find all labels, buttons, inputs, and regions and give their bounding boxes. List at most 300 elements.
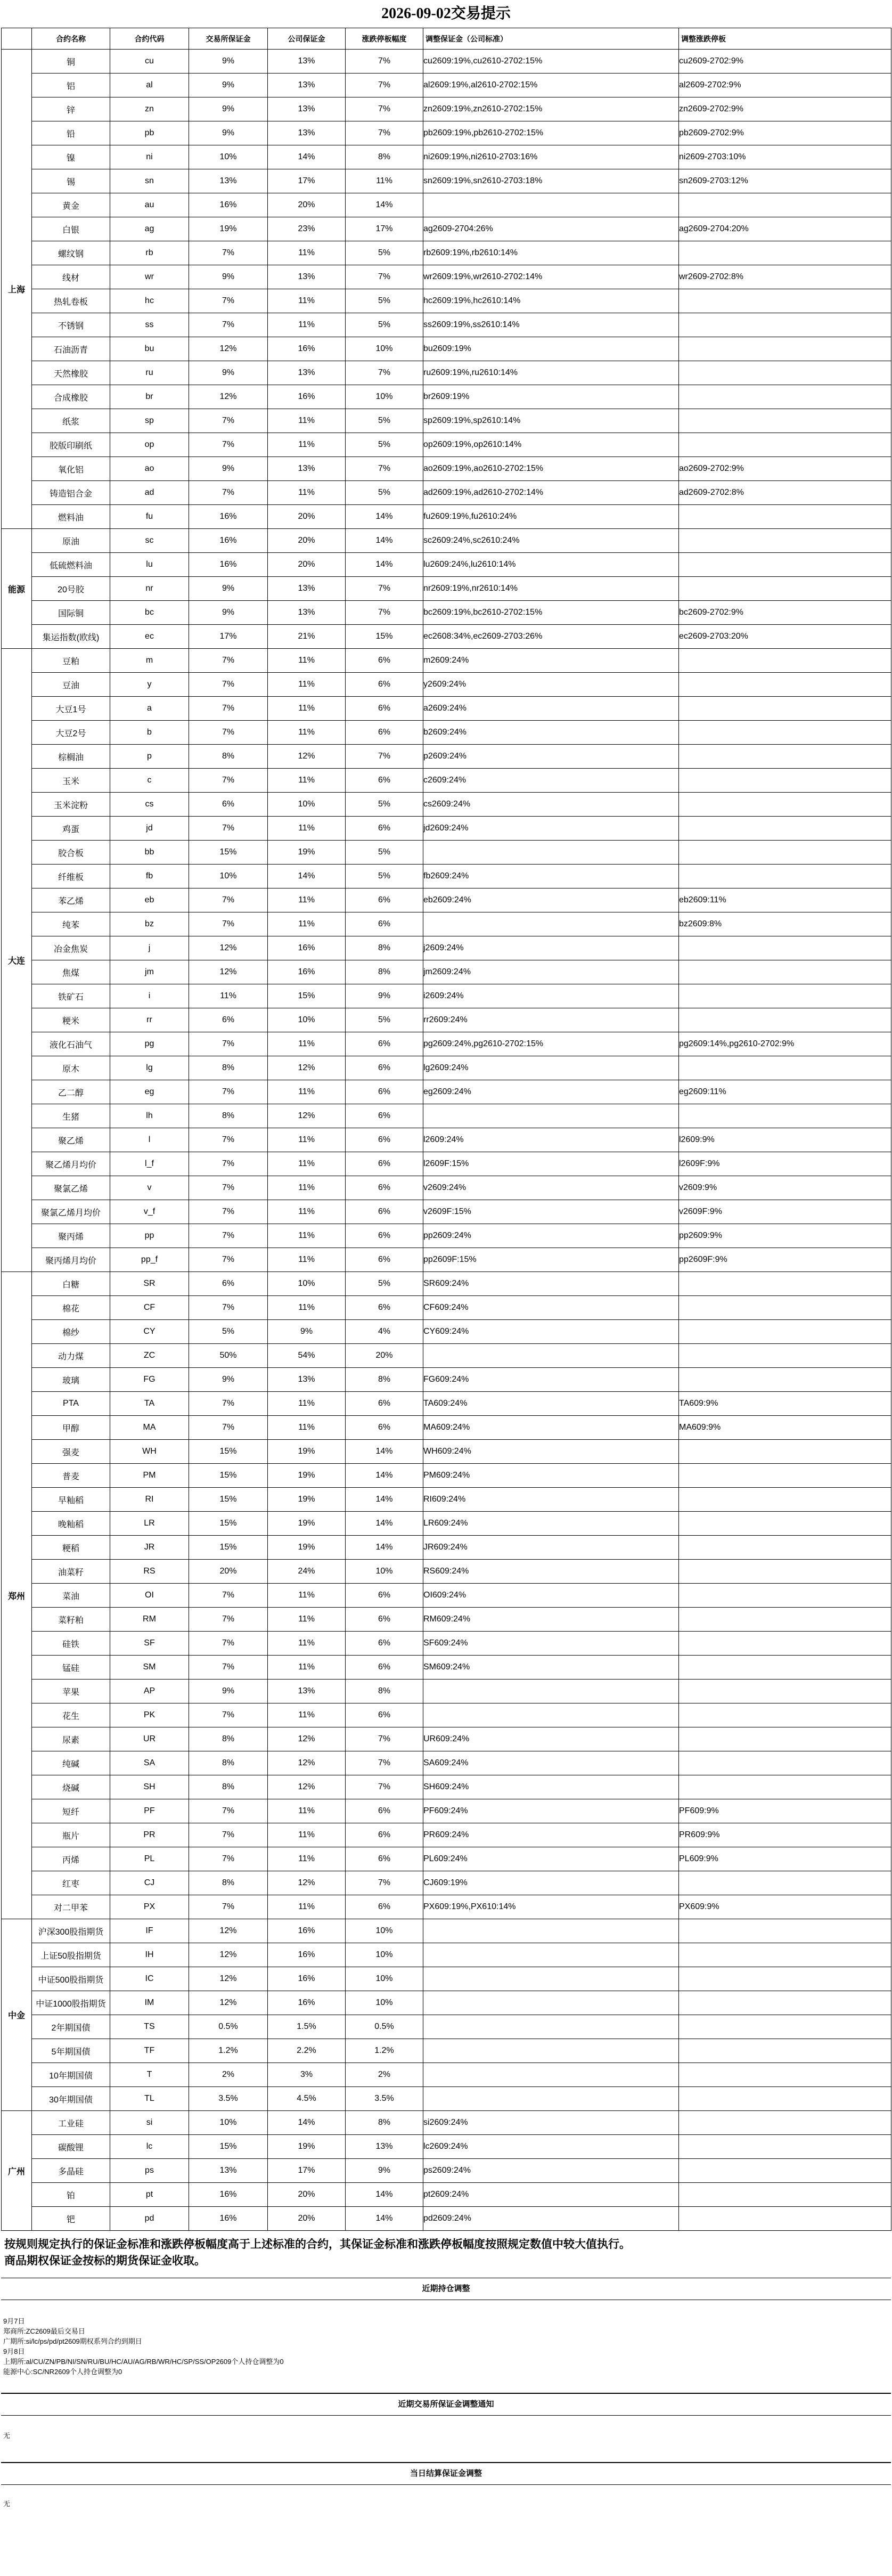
contract-name-cell: 焦煤 [32,960,110,984]
table-row [2,2039,891,2063]
company-margin-cell: 11% [268,1176,346,1200]
table-row [2,1751,891,1775]
company-margin-cell: 12% [268,1056,346,1080]
exchange-margin-cell: 5% [189,1320,268,1344]
price-limit-cell: 7% [346,361,423,385]
adjusted-limit-cell: TA609:9% [679,1392,891,1416]
exchange-margin-cell: 7% [189,673,268,697]
adjusted-margin-cell: PX609:19%,PX610:14% [423,1895,679,1919]
exchange-margin-cell: 7% [189,1080,268,1104]
contract-code-cell: bb [110,841,189,865]
adjusted-limit-cell: v2609F:9% [679,1200,891,1224]
adjusted-margin-cell: RS609:24% [423,1560,679,1584]
company-margin-cell: 16% [268,385,346,409]
adjusted-margin-cell [423,912,679,936]
exchange-margin-cell: 7% [189,1128,268,1152]
contract-code-cell: AP [110,1680,189,1703]
contract-code-cell: m [110,649,189,673]
adjusted-margin-cell: c2609:24% [423,769,679,793]
exchange-margin-cell: 7% [189,817,268,841]
table-row [2,145,891,169]
company-margin-cell: 17% [268,2159,346,2183]
adjusted-margin-cell: UR609:24% [423,1727,679,1751]
table-row [2,1895,891,1919]
contract-code-cell: l_f [110,1152,189,1176]
adjusted-margin-cell: ss2609:19%,ss2610:14% [423,313,679,337]
contract-code-cell: bc [110,601,189,625]
adjusted-margin-cell: SF609:24% [423,1632,679,1656]
adjusted-margin-cell: lg2609:24% [423,1056,679,1080]
adjusted-margin-cell [423,1943,679,1967]
table-row [2,769,891,793]
exchange-margin-cell: 7% [189,1200,268,1224]
adjusted-margin-cell: ec2608:34%,ec2609-2703:26% [423,625,679,649]
company-margin-cell: 16% [268,337,346,361]
contract-name-cell: 胶版印刷纸 [32,433,110,457]
contract-name-cell: 瓶片 [32,1823,110,1847]
contract-name-cell: 2年期国债 [32,2015,110,2039]
company-margin-cell: 11% [268,1224,346,1248]
contract-name-cell: 中证1000股指期货 [32,1991,110,2015]
adjusted-margin-cell: fu2609:19%,fu2610:24% [423,505,679,529]
adjusted-limit-cell: ao2609-2702:9% [679,457,891,481]
contract-code-cell: a [110,697,189,721]
adjusted-margin-cell [423,1703,679,1727]
contract-code-cell: SM [110,1656,189,1680]
company-margin-cell: 15% [268,984,346,1008]
adjusted-margin-cell: ps2609:24% [423,2159,679,2183]
contract-name-cell: 合成橡胶 [32,385,110,409]
header-adjusted-limit: 调整涨跌停板 [679,28,891,50]
price-limit-cell: 14% [346,1512,423,1536]
exchange-margin-cell: 6% [189,793,268,817]
price-limit-cell: 11% [346,169,423,193]
adjusted-limit-cell [679,1104,891,1128]
price-limit-cell: 5% [346,313,423,337]
adjusted-limit-cell [679,1056,891,1080]
price-limit-cell: 14% [346,553,423,577]
company-margin-cell: 13% [268,361,346,385]
table-row [2,169,891,193]
contract-name-cell: 普麦 [32,1464,110,1488]
contract-name-cell: 聚氯乙烯月均价 [32,1200,110,1224]
price-limit-cell: 7% [346,97,423,121]
exchange-margin-cell: 7% [189,1632,268,1656]
exchange-margin-cell: 7% [189,888,268,912]
price-limit-cell: 8% [346,960,423,984]
adjusted-margin-cell: pt2609:24% [423,2183,679,2207]
adjusted-limit-cell: bz2609:8% [679,912,891,936]
price-limit-cell: 7% [346,601,423,625]
table-row [2,1368,891,1392]
price-limit-cell: 6% [346,721,423,745]
exchange-margin-cell: 7% [189,289,268,313]
price-limit-cell: 13% [346,2135,423,2159]
price-limit-cell: 7% [346,265,423,289]
exchange-margin-cell: 11% [189,984,268,1008]
contract-code-cell: rr [110,1008,189,1032]
contract-name-cell: 原木 [32,1056,110,1080]
exchange-margin-cell: 10% [189,145,268,169]
table-row [2,553,891,577]
footnote-line: 商品期权保证金按标的期货保证金收取。 [4,2254,206,2267]
adjusted-margin-cell: rr2609:24% [423,1008,679,1032]
table-row [2,984,891,1008]
table-row [2,888,891,912]
price-limit-cell: 10% [346,1991,423,2015]
contract-code-cell: bz [110,912,189,936]
company-margin-cell: 19% [268,1488,346,1512]
exchange-margin-cell: 16% [189,2183,268,2207]
adjusted-limit-cell [679,1512,891,1536]
exchange-margin-cell: 7% [189,409,268,433]
adjusted-limit-cell [679,1751,891,1775]
contract-name-cell: 菜籽粕 [32,1608,110,1632]
price-limit-cell: 5% [346,289,423,313]
contract-code-cell: SR [110,1272,189,1296]
contract-name-cell: 黄金 [32,193,110,217]
table-row [2,2135,891,2159]
adjusted-limit-cell: PL609:9% [679,1847,891,1871]
adjusted-limit-cell [679,1272,891,1296]
section-body [1,2416,891,2463]
adjusted-margin-cell: wr2609:19%,wr2610-2702:14% [423,265,679,289]
adjusted-margin-cell: bc2609:19%,bc2610-2702:15% [423,601,679,625]
price-limit-cell: 7% [346,577,423,601]
price-limit-cell: 9% [346,984,423,1008]
adjusted-limit-cell [679,1871,891,1895]
exchange-margin-cell: 9% [189,265,268,289]
exchange-margin-cell: 12% [189,1967,268,1991]
price-limit-cell: 6% [346,1248,423,1272]
company-margin-cell: 1.5% [268,2015,346,2039]
exchange-margin-cell: 7% [189,1799,268,1823]
exchange-margin-cell: 7% [189,1584,268,1608]
price-limit-cell: 6% [346,1847,423,1871]
adjusted-margin-cell: fb2609:24% [423,865,679,888]
exchange-margin-cell: 8% [189,1056,268,1080]
company-margin-cell: 13% [268,121,346,145]
adjusted-limit-cell: cu2609-2702:9% [679,50,891,74]
table-row [2,1464,891,1488]
price-limit-cell: 6% [346,1799,423,1823]
price-limit-cell: 14% [346,2183,423,2207]
price-limit-cell: 14% [346,1488,423,1512]
company-margin-cell: 11% [268,697,346,721]
exchange-margin-cell: 9% [189,74,268,97]
price-limit-cell: 10% [346,1560,423,1584]
adjusted-margin-cell: l2609:24% [423,1128,679,1152]
adjusted-margin-cell: WH609:24% [423,1440,679,1464]
contract-name-cell: 5年期国债 [32,2039,110,2063]
contract-code-cell: jd [110,817,189,841]
exchange-margin-cell: 7% [189,241,268,265]
contract-name-cell: 强麦 [32,1440,110,1464]
adjusted-limit-cell [679,1008,891,1032]
company-margin-cell: 9% [268,1320,346,1344]
contract-name-cell: 大豆1号 [32,697,110,721]
contract-name-cell: 聚丙烯 [32,1224,110,1248]
contract-name-cell: 油菜籽 [32,1560,110,1584]
contract-code-cell: PF [110,1799,189,1823]
company-margin-cell: 20% [268,529,346,553]
price-limit-cell: 6% [346,1032,423,1056]
exchange-margin-cell: 8% [189,1775,268,1799]
contract-code-cell: ZC [110,1344,189,1368]
company-margin-cell: 4.5% [268,2087,346,2111]
table-row [2,1847,891,1871]
company-margin-cell: 19% [268,1464,346,1488]
company-margin-cell: 2.2% [268,2039,346,2063]
adjusted-margin-cell: i2609:24% [423,984,679,1008]
company-margin-cell: 19% [268,841,346,865]
exchange-margin-cell: 8% [189,1751,268,1775]
adjusted-margin-cell: ao2609:19%,ao2610-2702:15% [423,457,679,481]
exchange-margin-cell: 0.5% [189,2015,268,2039]
table-row [2,1056,891,1080]
company-margin-cell: 13% [268,50,346,74]
contract-name-cell: 低硫燃料油 [32,553,110,577]
price-limit-cell: 5% [346,1008,423,1032]
adjusted-limit-cell [679,1440,891,1464]
adjusted-limit-cell [679,697,891,721]
contract-code-cell: IM [110,1991,189,2015]
exchange-margin-cell: 15% [189,1464,268,1488]
exchange-margin-cell: 20% [189,1560,268,1584]
adjusted-limit-cell [679,2063,891,2087]
adjusted-limit-cell [679,1560,891,1584]
price-limit-cell: 6% [346,1608,423,1632]
adjusted-limit-cell [679,2015,891,2039]
adjusted-margin-cell: al2609:19%,al2610-2702:15% [423,74,679,97]
adjusted-limit-cell [679,409,891,433]
contract-name-cell: 尿素 [32,1727,110,1751]
adjusted-limit-cell [679,984,891,1008]
table-row [2,865,891,888]
contract-code-cell: pb [110,121,189,145]
contract-code-cell: j [110,936,189,960]
contract-name-cell: 原油 [32,529,110,553]
company-margin-cell: 19% [268,1440,346,1464]
adjusted-limit-cell [679,577,891,601]
contract-code-cell: hc [110,289,189,313]
adjusted-margin-cell [423,841,679,865]
table-row [2,241,891,265]
company-margin-cell: 11% [268,481,346,505]
table-row [2,1680,891,1703]
exchange-margin-cell: 19% [189,217,268,241]
exchange-margin-cell: 8% [189,745,268,769]
exchange-margin-cell: 8% [189,1727,268,1751]
price-limit-cell: 6% [346,888,423,912]
exchange-margin-cell: 16% [189,553,268,577]
contract-code-cell: v_f [110,1200,189,1224]
exchange-margin-cell: 12% [189,1991,268,2015]
contract-code-cell: op [110,433,189,457]
header-exchange-margin: 交易所保证金 [189,28,268,50]
section-line: 上期所:al/CU/ZN/PB/NI/SN/RU/BU/HC/AU/AG/RB/WR/HC/SP/SS/OP2609个人持仓调整为0 [3,2358,284,2366]
company-margin-cell: 12% [268,1751,346,1775]
contract-code-cell: fb [110,865,189,888]
adjusted-margin-cell [423,1344,679,1368]
header-exchange [2,28,32,50]
price-limit-cell: 6% [346,1895,423,1919]
table-row [2,1967,891,1991]
contract-code-cell: ss [110,313,189,337]
exchange-margin-cell: 16% [189,529,268,553]
company-margin-cell: 11% [268,649,346,673]
contract-code-cell: PM [110,1464,189,1488]
price-limit-cell: 6% [346,1632,423,1656]
contract-code-cell: RI [110,1488,189,1512]
contract-code-cell: RM [110,1608,189,1632]
company-margin-cell: 11% [268,1703,346,1727]
adjusted-margin-cell: PF609:24% [423,1799,679,1823]
contract-code-cell: fu [110,505,189,529]
exchange-margin-cell: 12% [189,385,268,409]
price-limit-cell: 9% [346,2159,423,2183]
contract-code-cell: eb [110,888,189,912]
exchange-name: 广州 [2,2111,32,2231]
contract-name-cell: 白银 [32,217,110,241]
company-margin-cell: 11% [268,433,346,457]
table-row [2,1727,891,1751]
section-line: 郑商所:ZC2609最后交易日 [3,2327,85,2335]
contract-name-cell: 菜油 [32,1584,110,1608]
contract-name-cell: 上证50股指期货 [32,1943,110,1967]
adjusted-limit-cell [679,793,891,817]
company-margin-cell: 16% [268,1943,346,1967]
table-row [2,74,891,97]
table-row [2,1536,891,1560]
company-margin-cell: 11% [268,1632,346,1656]
price-limit-cell: 6% [346,1584,423,1608]
contract-name-cell: 粳米 [32,1008,110,1032]
adjusted-margin-cell: sp2609:19%,sp2610:14% [423,409,679,433]
adjusted-limit-cell [679,721,891,745]
table-row [2,745,891,769]
exchange-margin-cell: 12% [189,1943,268,1967]
contract-code-cell: CY [110,1320,189,1344]
exchange-margin-cell: 15% [189,841,268,865]
company-margin-cell: 24% [268,1560,346,1584]
adjusted-margin-cell [423,2063,679,2087]
price-limit-cell: 17% [346,217,423,241]
price-limit-cell: 6% [346,1703,423,1727]
adjusted-limit-cell: ni2609-2703:10% [679,145,891,169]
adjusted-margin-cell: br2609:19% [423,385,679,409]
exchange-margin-cell: 7% [189,1392,268,1416]
price-limit-cell: 15% [346,625,423,649]
table-row [2,1416,891,1440]
company-margin-cell: 21% [268,625,346,649]
exchange-margin-cell: 1.2% [189,2039,268,2063]
contract-code-cell: SF [110,1632,189,1656]
adjusted-limit-cell [679,1703,891,1727]
contract-code-cell: jm [110,960,189,984]
price-limit-cell: 10% [346,1943,423,1967]
exchange-margin-cell: 7% [189,1608,268,1632]
table-row [2,625,891,649]
company-margin-cell: 12% [268,745,346,769]
adjusted-limit-cell [679,1919,891,1943]
adjusted-margin-cell: cs2609:24% [423,793,679,817]
adjusted-limit-cell [679,193,891,217]
adjusted-limit-cell [679,313,891,337]
adjusted-margin-cell: eg2609:24% [423,1080,679,1104]
adjusted-limit-cell: pp2609:9% [679,1224,891,1248]
exchange-name: 大连 [2,649,32,1272]
contract-code-cell: v [110,1176,189,1200]
contract-name-cell: 钯 [32,2207,110,2231]
exchange-margin-cell: 15% [189,1536,268,1560]
table-row [2,289,891,313]
contract-name-cell: 鸡蛋 [32,817,110,841]
adjusted-limit-cell: v2609:9% [679,1176,891,1200]
table-row [2,1560,891,1584]
adjusted-margin-cell: zn2609:19%,zn2610-2702:15% [423,97,679,121]
company-margin-cell: 11% [268,1584,346,1608]
contract-name-cell: 氧化铝 [32,457,110,481]
contract-code-cell: zn [110,97,189,121]
table-row [2,1656,891,1680]
margin-table [1,28,891,2231]
exchange-margin-cell: 9% [189,121,268,145]
adjusted-margin-cell: rb2609:19%,rb2610:14% [423,241,679,265]
company-margin-cell: 11% [268,1128,346,1152]
adjusted-margin-cell: CJ609:19% [423,1871,679,1895]
contract-name-cell: 棉纱 [32,1320,110,1344]
table-row [2,433,891,457]
adjusted-margin-cell: SH609:24% [423,1775,679,1799]
company-margin-cell: 20% [268,193,346,217]
header-price-limit: 涨跌停板幅度 [346,28,423,50]
contract-code-cell: ru [110,361,189,385]
adjusted-margin-cell: PR609:24% [423,1823,679,1847]
table-row [2,2207,891,2231]
contract-name-cell: 纤维板 [32,865,110,888]
contract-name-cell: 对二甲苯 [32,1895,110,1919]
adjusted-limit-cell [679,1368,891,1392]
contract-name-cell: 硅铁 [32,1632,110,1656]
company-margin-cell: 10% [268,1008,346,1032]
contract-name-cell: 玉米 [32,769,110,793]
adjusted-margin-cell: pd2609:24% [423,2207,679,2231]
company-margin-cell: 16% [268,1991,346,2015]
adjusted-limit-cell [679,1943,891,1967]
company-margin-cell: 11% [268,1823,346,1847]
table-row [2,1200,891,1224]
adjusted-limit-cell: ec2609-2703:20% [679,625,891,649]
adjusted-margin-cell: OI609:24% [423,1584,679,1608]
exchange-name: 能源 [2,529,32,649]
adjusted-limit-cell [679,433,891,457]
exchange-margin-cell: 7% [189,1296,268,1320]
exchange-margin-cell: 9% [189,361,268,385]
company-margin-cell: 13% [268,601,346,625]
contract-name-cell: 大豆2号 [32,721,110,745]
table-row [2,1272,891,1296]
company-margin-cell: 12% [268,1104,346,1128]
company-margin-cell: 11% [268,1392,346,1416]
price-limit-cell: 14% [346,1536,423,1560]
section-body [1,2300,891,2393]
price-limit-cell: 6% [346,1056,423,1080]
contract-code-cell: sp [110,409,189,433]
table-row [2,50,891,74]
adjusted-limit-cell: l2609F:9% [679,1152,891,1176]
contract-name-cell: 多晶硅 [32,2159,110,2183]
